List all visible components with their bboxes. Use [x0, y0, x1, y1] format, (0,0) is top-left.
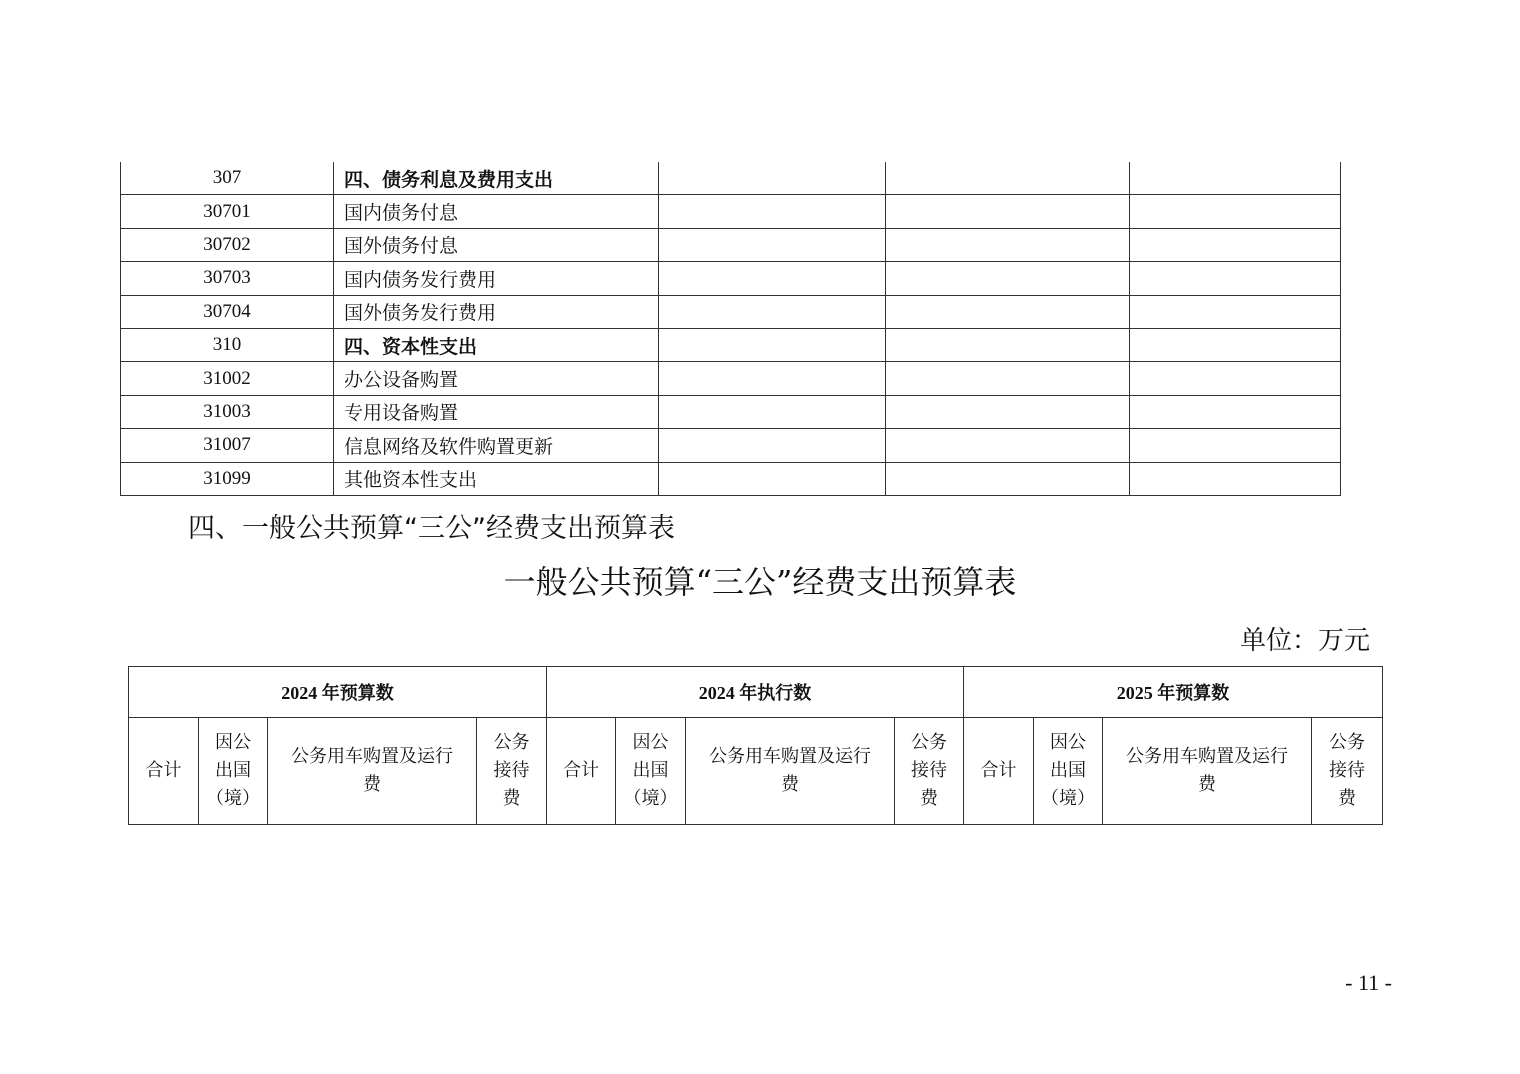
table-row — [121, 462, 1341, 495]
empty-cell — [1130, 328, 1341, 361]
table-row — [121, 395, 1341, 428]
empty-cell — [886, 462, 1130, 495]
empty-cell — [886, 162, 1130, 195]
empty-cell — [1130, 228, 1341, 261]
empty-cell — [886, 195, 1130, 228]
econ-code: 31002 — [121, 362, 334, 395]
empty-cell — [886, 328, 1130, 361]
empty-cell — [659, 328, 886, 361]
table-row — [121, 429, 1341, 462]
table-title: 一般公共预算“三公”经费支出预算表 — [503, 563, 1017, 601]
empty-cell — [1130, 395, 1341, 428]
econ-code: 31099 — [121, 462, 334, 495]
empty-cell — [886, 362, 1130, 395]
econ-code: 30701 — [121, 195, 334, 228]
econ-name: 国内债务付息 — [334, 195, 659, 228]
empty-cell — [886, 295, 1130, 328]
econ-name: 信息网络及软件购置更新 — [334, 429, 659, 462]
table-row — [121, 262, 1341, 295]
group-header: 2024 年预算数 — [129, 667, 547, 718]
empty-cell — [659, 429, 886, 462]
group-header-row — [129, 667, 1383, 718]
econ-name: 国外债务付息 — [334, 228, 659, 261]
table-row — [121, 195, 1341, 228]
subheader-vehicle: 公务用车购置及运行 费 — [1103, 718, 1312, 825]
empty-cell — [659, 362, 886, 395]
subheader-abroad: 因公 出国 （境） — [616, 718, 686, 825]
section-heading: 四、一般公共预算“三公”经费支出预算表 — [188, 513, 675, 544]
econ-name: 四、债务利息及费用支出 — [334, 162, 659, 195]
subheader-vehicle: 公务用车购置及运行 费 — [686, 718, 895, 825]
empty-cell — [1130, 262, 1341, 295]
empty-cell — [1130, 162, 1341, 195]
empty-cell — [659, 228, 886, 261]
empty-cell — [659, 195, 886, 228]
subheader-total: 合计 — [964, 718, 1034, 825]
table-row — [121, 162, 1341, 195]
group-header: 2024 年执行数 — [547, 667, 964, 718]
econ-name: 其他资本性支出 — [334, 462, 659, 495]
empty-cell — [1130, 362, 1341, 395]
table-row — [121, 295, 1341, 328]
three-public-expenses-table — [128, 666, 1383, 825]
econ-code: 307 — [121, 162, 334, 195]
table-row — [121, 228, 1341, 261]
table-row — [121, 328, 1341, 361]
econ-name: 四、资本性支出 — [334, 328, 659, 361]
empty-cell — [659, 262, 886, 295]
subheader-abroad: 因公 出国 （境） — [199, 718, 268, 825]
subheader-total: 合计 — [129, 718, 199, 825]
economic-classification-table — [120, 162, 1341, 496]
subheader-reception: 公务 接待 费 — [895, 718, 964, 825]
group-header: 2025 年预算数 — [964, 667, 1383, 718]
empty-cell — [1130, 195, 1341, 228]
empty-cell — [659, 162, 886, 195]
subheader-vehicle: 公务用车购置及运行 费 — [268, 718, 477, 825]
econ-code: 310 — [121, 328, 334, 361]
table-row — [121, 362, 1341, 395]
econ-code: 30703 — [121, 262, 334, 295]
empty-cell — [886, 429, 1130, 462]
empty-cell — [659, 462, 886, 495]
empty-cell — [659, 395, 886, 428]
unit-label: 单位：万元 — [1239, 626, 1370, 656]
empty-cell — [886, 395, 1130, 428]
econ-name: 专用设备购置 — [334, 395, 659, 428]
empty-cell — [659, 295, 886, 328]
subheader-reception: 公务 接待 费 — [1312, 718, 1383, 825]
econ-code: 31003 — [121, 395, 334, 428]
subheader-total: 合计 — [547, 718, 616, 825]
subheader-reception: 公务 接待 费 — [477, 718, 547, 825]
econ-name: 办公设备购置 — [334, 362, 659, 395]
page-number: - 11 - — [1345, 970, 1392, 995]
empty-cell — [886, 228, 1130, 261]
subheader-row — [129, 718, 1383, 825]
subheader-abroad: 因公 出国 （境） — [1034, 718, 1103, 825]
empty-cell — [1130, 462, 1341, 495]
econ-code: 30702 — [121, 228, 334, 261]
empty-cell — [886, 262, 1130, 295]
empty-cell — [1130, 295, 1341, 328]
empty-cell — [1130, 429, 1341, 462]
econ-code: 31007 — [121, 429, 334, 462]
econ-name: 国外债务发行费用 — [334, 295, 659, 328]
econ-code: 30704 — [121, 295, 334, 328]
econ-name: 国内债务发行费用 — [334, 262, 659, 295]
